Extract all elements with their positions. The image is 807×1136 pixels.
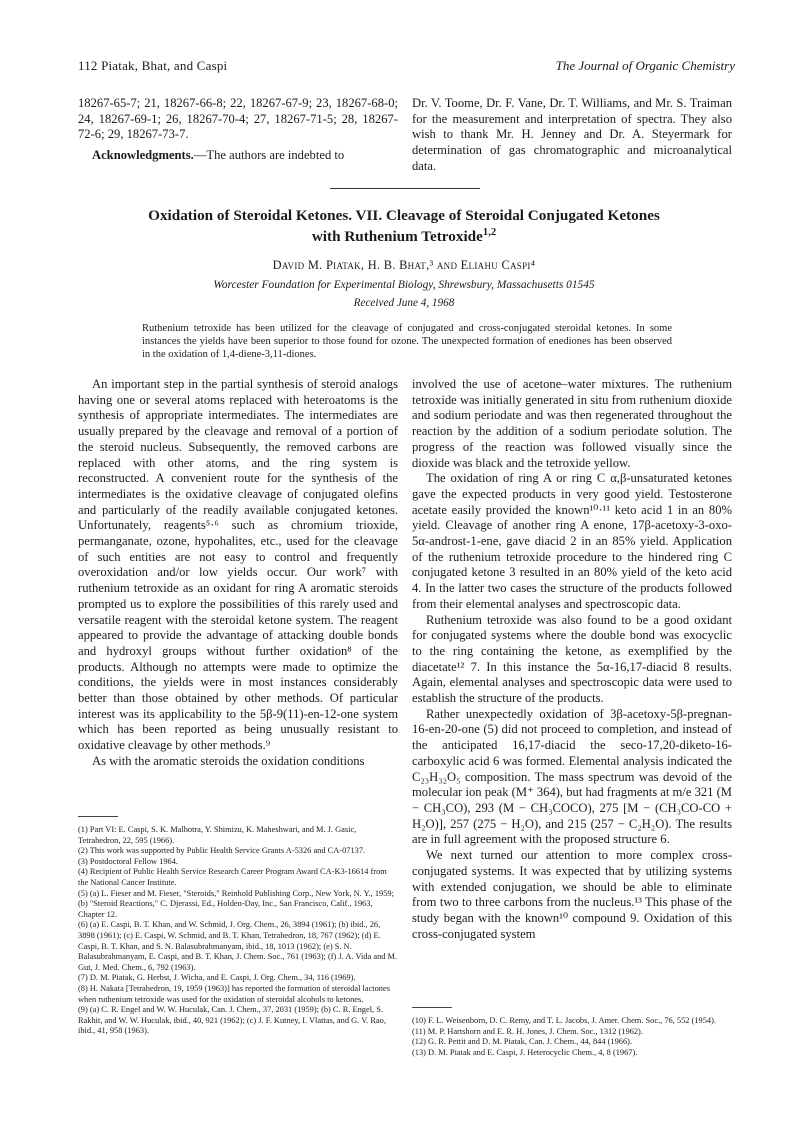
title-line-1: Oxidation of Steroidal Ketones. VII. Cleavage of Steroidal Conjugated Ketones xyxy=(148,207,660,224)
footnote: (1) Part VI: E. Caspi, S. K. Malhotra, Y. Shimizu, K. Maheshwari, and M. J. Gasic, Tetrahedron, 22, 595 (1966). xyxy=(78,825,357,845)
footnote: (5) (a) L. Fieser and M. Fieser, "Steroids," Reinhold Publishing Corp., New York, N. Y., 1959; (b) "Steroid Reactions," C. Djerassi, Ed., Holden-Day, Inc., San Francisco, Calif., 1963, Chapter 12. xyxy=(78,888,394,919)
received-date: Received June 4, 1968 xyxy=(353,297,455,309)
author-list: David M. Piatak, H. B. Bhat,³ and Eliahu Caspi⁴ xyxy=(272,258,536,272)
body-paragraph-4: The oxidation of ring A or ring C α,β-unsaturated ketones gave the expected products in very good yield. Testosterone acetate easily provided the known¹⁰·¹¹ keto acid 1 in an 80% yield. Cleavage of another ring A enone, 17β-acetoxy-3-oxo-5α-androst-1-ene, gave diacid 2 in an 85% yield. Application of the ruthenium tetroxide procedure to the hindered ring C conjugated ketone 3 resulted in an 80% yield of the keto acid 4. In the latter two cases the structure of the products followed from their elemental analyses and spectroscopic data. xyxy=(412,471,732,611)
registry-block xyxy=(78,96,398,164)
body-paragraph-5: Ruthenium tetroxide was also found to be a good oxidant for conjugated systems where the double bond was exocyclic to the ring containing the ketone, as exemplified by the diacetate¹² 7. In this instance the 5α-16,17-diacid 8 results. Again, elemental analyses and spectroscopic data were used to establish the structure of the products. xyxy=(412,612,732,706)
title-line-2: with Ruthenium Tetroxide$^{1,2}$ xyxy=(311,226,497,245)
footnotes-left xyxy=(78,816,398,1037)
abstract: Ruthenium tetroxide has been utilized for the cleavage of conjugated and cross-conjugated steroidal ketones. In some instances the yields have been superior to those found for ozone. The unexpected formation of enediones has been observed in the oxidation of 1,4-diene-3,11-diones. xyxy=(142,323,672,361)
footnote: (4) Recipient of Public Health Service Research Career Program Award CA-K3-16614 from the National Cancer Institute. xyxy=(78,867,387,887)
body-paragraph-2: As with the aromatic steroids the oxidation conditions xyxy=(92,753,365,768)
running-header-left: 112 Piatak, Bhat, and Caspi xyxy=(78,58,228,73)
acknowledgments-label: Acknowledgments. xyxy=(92,148,194,163)
footnote: (8) H. Nakata [Tetrahedron, 19, 1959 (1963)] has reported the formation of steroidal lactones when ruthenium tetroxide was used for the oxidation of steroidal alcohols to ketones. xyxy=(78,983,390,1004)
footnote-divider xyxy=(78,816,118,817)
footnote: (6) (a) E. Caspi, B. T. Khan, and W. Schmid, J. Org. Chem., 26, 3894 (1961); (b) ibid., 26, 3898 (1961); (c) E. Caspi, W. Schmid, and B. T. Khan, Tetrahedron, 18, 767 (1962); (d) E. Caspi, B. T. Khan, and S. N. Balasubrahmanyam, ibid., 18, 1013 (1962); (e) S. N. Balasubrahmanyam, E. Caspi, and B. T. Khan, J. Chem. Soc., 761 (1963); (f) J. A. Vida and M. Gut, J. Med. Chem., 6, 792 (1963). xyxy=(78,920,398,972)
footnote: (13) D. M. Piatak and E. Caspi, J. Heterocyclic Chem., 4, 8 (1967). xyxy=(412,1047,638,1057)
acknowledgments-continued-block xyxy=(412,96,732,175)
footnote: (9) (a) C. R. Engel and W. W. Huculak, Can. J. Chem., 37, 2031 (1959); (b) C. R. Engel, S. Rakhit, and W. W. Huculak, ibid., 40, 921 (1962); (c) J. F. Kutney, I. Vlattas, and G. V. Rao, ibid., 41, 958 (1963). xyxy=(78,1005,386,1036)
affiliation: Worcester Foundation for Experimental Biology, Shrewsbury, Massachusetts 01545 xyxy=(213,279,595,291)
body-paragraph-1: An important step in the partial synthesis of steroid analogs having one or several atoms replaced with heteroatoms is the synthesis of appropriate intermediates. The intermediates are usually prepared by the cleavage and removal of a portion of the steroid nucleus. Subsequently, the removed carbons are replaced with other atoms, and the ring system is reconstructed. A convenient route for the synthesis of the intermediates is the oxidative cleavage of conjugated olefins and particularly of the readily available conjugated ketones. Unfortunately, reagents⁵·⁶ such as chromium trioxide, permanganate, ozone, hypohalites, etc., used for the cleavage of such entities are not easy to control and frequently overoxidation and/or low yields occur. Our work⁷ with ruthenium tetroxide as an oxidant for ring A aromatic steroids prompted us to explore the possibilities of this rarely used and versatile reagent with the steroidal ketone system. The reagent appeared to provide the advantage of attacking double bonds and hydroxyl groups without further oxidation⁸ of the products. Although no attempts were made to optimize the conditions, the yields were in most instances considerably better than those obtained by other methods. Of particular interest was its applicability to the 5β-9(11)-en-12-one system which has been reported as being unusually resistant to oxidative cleavage by other methods.⁹ xyxy=(78,377,398,753)
footnote: (2) This work was supported by Public Health Service Grants A-5326 and CA-07137. xyxy=(78,846,366,856)
journal-name: The Journal of Organic Chemistry xyxy=(555,58,735,73)
footnote: (3) Postdoctoral Fellow 1964. xyxy=(78,856,179,866)
title-footnote-marker: 1,2 xyxy=(482,226,497,238)
acknowledgments xyxy=(78,148,398,164)
body-paragraph-6: Rather unexpectedly oxidation of 3β-acetoxy-5β-pregnan-16-en-20-one (5) did not proceed to completion, and instead of the anticipated 16,17-diacid the seco-17,20-diketo-16-carboxylic acid 6 was formed. Elemental analysis indicated the C₂₃H₃₂O₅ composition. The mass spectrum was devoid of the molecular ion peak (M⁺ 364), but had fragments at m/e 321 (M − CH₃CO), 293 (M − CH₃COCO), 275 [M − (CH₃CO-CO + H₂O)], 257 (275 − H₂O), and 215 (257 − C₂H₂O). The results are in full agreement with the proposed structure 6. xyxy=(412,706,733,847)
acknowledgments-continued: Dr. V. Toome, Dr. F. Vane, Dr. T. Williams, and Mr. S. Traiman for the measurement and interpretation of spectra. They also wish to thank Mr. H. Jenney and Dr. A. Steyermark for determination of gas chromatographic and microanalytical data. xyxy=(412,96,732,173)
footnote: (12) G. R. Pettit and D. M. Piatak, Can. J. Chem., 44, 844 (1966). xyxy=(412,1037,633,1047)
section-divider xyxy=(330,188,480,189)
footnote: (11) M. P. Hartshorn and E. R. H. Jones, J. Chem. Soc., 1312 (1962). xyxy=(412,1026,643,1036)
right-body-column xyxy=(412,377,732,942)
left-body-column xyxy=(78,377,398,770)
acknowledgments-text: —The authors are indebted to xyxy=(193,148,345,163)
article-title xyxy=(78,205,730,247)
registry-numbers: 18267-65-7; 21, 18267-66-8; 22, 18267-67-9; 23, 18267-68-0; 24, 18267-69-1; 26, 18267-70-4; 27, 18267-71-5; 28, 18267-72-6; 29, 18267-73-7. xyxy=(78,96,398,142)
footnote-divider xyxy=(412,1007,452,1008)
footnote: (10) F. L. Weisenborn, D. C. Remy, and T. L. Jacobs, J. Amer. Chem. Soc., 76, 552 (1954). xyxy=(412,1016,716,1025)
body-paragraph-7: We next turned our attention to more complex cross-conjugated systems. It was expected that by utilizing systems with extended conjugation, we should be able to eliminate from two to three carbons from the nucleus.¹³ This phase of the study began with the known¹⁰ compound 9. Oxidation of this cross-conjugated system xyxy=(412,848,732,941)
footnotes-right xyxy=(412,1007,732,1058)
body-paragraph-3: involved the use of acetone–water mixtures. The ruthenium tetroxide was initially generated in situ from ruthenium dioxide and sodium periodate and was then regenerated throughout the reaction by the addition of a sodium periodate solution. The progress of the reaction was followed visually since the dioxide was black and the tetroxide yellow. xyxy=(412,377,732,470)
footnote: (7) D. M. Piatak, G. Herbst, J. Wicha, and E. Caspi, J. Org. Chem., 34, 116 (1969). xyxy=(78,973,356,983)
